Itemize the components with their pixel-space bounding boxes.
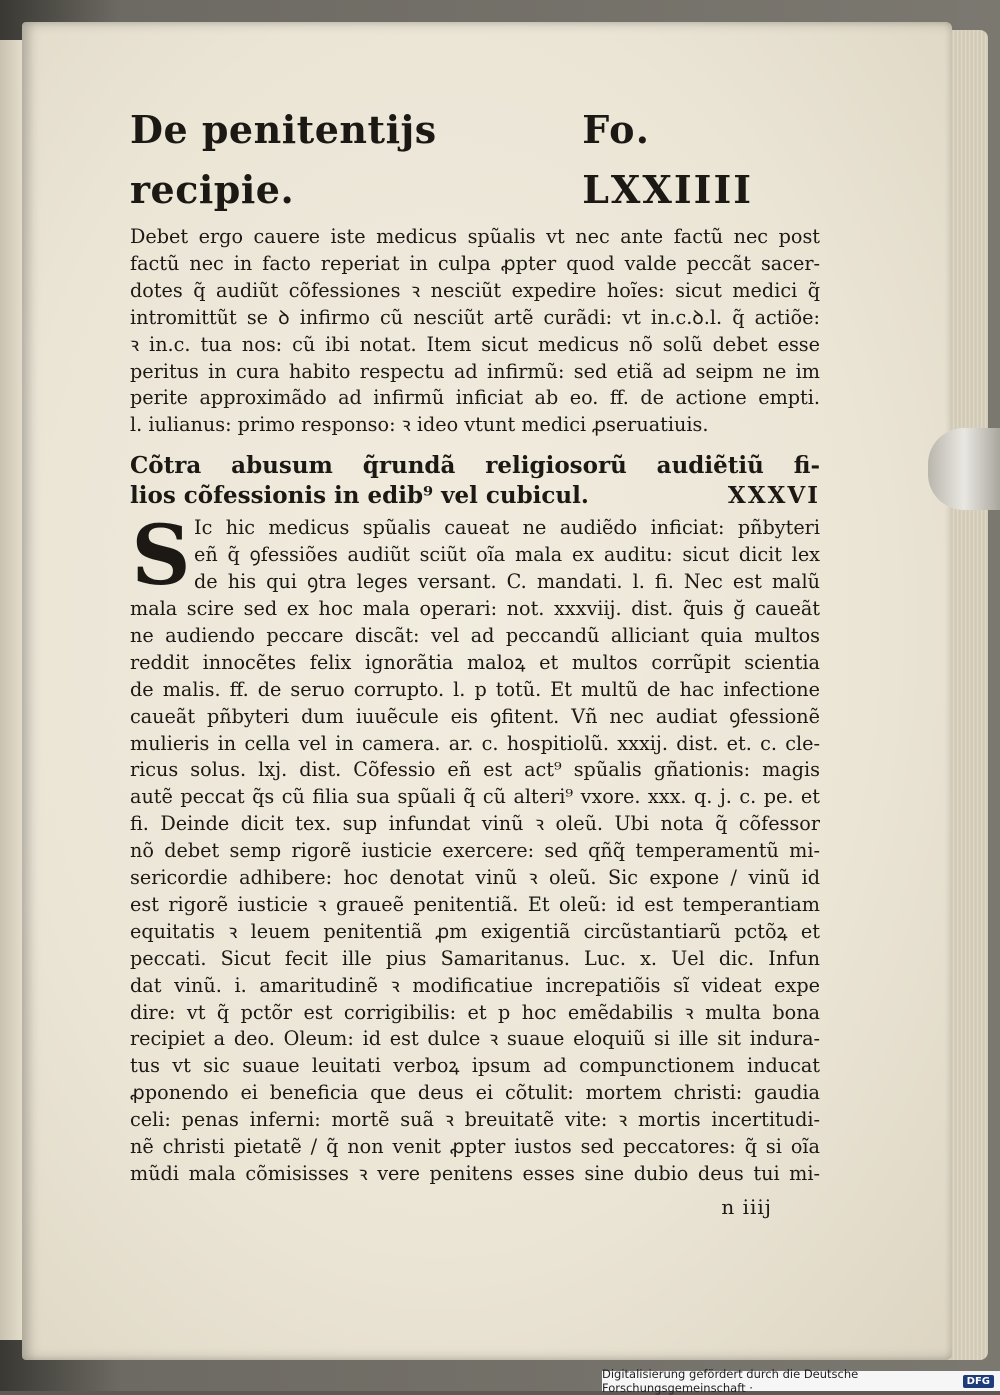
text-line: dire: vt q̃ pctõr est corrigibilis: et p hoc emẽdabilis ꝛ multa bona	[130, 1000, 820, 1024]
text-line: fi. Deinde dicit tex. sup infundat vinũ ꝛ oleũ. Ubi nota q̃ cõfessor	[130, 812, 820, 836]
metal-clasp	[928, 428, 1000, 510]
signature-mark: n iiij	[721, 1194, 772, 1219]
text-line: mulieris in cella vel in camera. ar. c. hospitiolũ. xxxij. dist. et. c. cle-	[130, 731, 820, 755]
chapter-heading	[130, 451, 820, 511]
text-line: peritus in cura habito respectu ad infirmũ: sed etiã ad seipm ne im	[130, 359, 820, 383]
text-line: tus vt sic suaue leuitati verboꝝ ipsum ad compunctionem inducat	[130, 1054, 820, 1078]
text-line: celi: penas inferni: mortẽ suã ꝛ breuitatẽ vite: ꝛ mortis incertitudi-	[130, 1108, 820, 1132]
text-line: mũdi mala cõmisisses ꝛ vere penitens esses sine dubio deus tui mi-	[130, 1162, 820, 1185]
text-line: dotes q̃ audiũt cõfessiones ꝛ nesciũt expedire hoĩes: sicut medici q̃	[130, 278, 820, 302]
text-line: peccati. Sicut fecit ille pius Samaritanus. Luc. x. Uel dic. Infun	[130, 946, 820, 970]
text-line: nõ debet semp rigorẽ iusticie exercere: sed qñq̃ temperamentũ mi-	[130, 839, 820, 863]
text-line: est rigorẽ iusticie ꝛ graueẽ penitentiã. Et oleũ: id est temperantiam	[130, 892, 820, 916]
text-line: caueãt pñbyteri dum iuuẽcule eis ꝯfitent. Vñ nec audiat ꝯfessionẽ	[130, 704, 820, 728]
text-line: Ic hic medicus spũalis caueat ne audiẽdo inficiat: pñbyteri	[194, 516, 820, 540]
text-line: nẽ christi pietatẽ / q̃ non venit ꝓpter iustos sed peccatores: q̃ si oĩa	[130, 1135, 820, 1159]
text-line: ꝛ in.c. tua nos: cũ ibi notat. Item sicut medicus nõ solũ debet esse	[130, 332, 820, 356]
running-header	[130, 100, 820, 220]
footer-credit: Digitalisierung gefördert durch die Deutsche Forschungsgemeinschaft ·	[602, 1367, 859, 1395]
text-line: sericordie adhibere: hoc denotat vinũ ꝛ oleũ. Sic expone / vinũ id	[130, 866, 820, 890]
folio-number: Fo. LXXIIII	[582, 107, 753, 212]
chapter-heading-text: lios cõfessionis in edib⁹ vel cubicul.	[130, 482, 589, 510]
paragraph-1	[130, 224, 820, 439]
running-title: De penitentijs recipie.	[130, 107, 437, 212]
text-line: ricus solus. lxj. dist. Cõfessio eñ est act⁹ spũalis gñationis: magis	[130, 758, 820, 782]
text-line: de his qui ꝯtra leges versant. C. mandati. l. fi. Nec est malũ	[194, 570, 820, 594]
text-line: l. iulianus: primo responso: ꝛ ideo vtunt medici ꝓseruatiuis.	[130, 413, 709, 437]
text-line: mala scire sed ex hoc mala operari: not. xxxviij. dist. q̃uis ğ caueãt	[130, 596, 820, 620]
text-line: reddit innocẽtes felix ignorãtia maloꝝ et multos corrũpit scientia	[130, 650, 820, 674]
text-line: dat vinũ. i. amaritudinẽ ꝛ modificatiue increpatiõis sĩ videat expe	[130, 973, 820, 997]
text-line: equitatis ꝛ leuem penitentiã ꝓm exigentiã circũstantiarũ pctõꝝ et	[130, 919, 820, 943]
text-line: autẽ peccat q̃s cũ filia sua spũali q̃ cũ alteri⁹ vxore. xxx. q. j. c. pe. et	[130, 785, 820, 809]
digitization-footer	[602, 1367, 1000, 1395]
text-line: eñ q̃ ꝯfessiões audiũt sciũt oĩa mala ex auditu: sicut dicit lex	[194, 543, 820, 567]
text-line: recipiet a deo. Oleum: id est dulce ꝛ suaue eloquiũ si ille sit indura-	[130, 1027, 820, 1051]
text-line: Debet ergo cauere iste medicus spũalis vt nec ante factũ nec post	[130, 225, 820, 248]
paragraph-2	[130, 508, 820, 1188]
chapter-heading-line: Cõtra abusum q̃rundã religiosorũ audiẽtiũ fi-	[130, 452, 820, 480]
chapter-number: XXXVI	[727, 482, 820, 510]
text-line: ꝓponendo ei beneficia que deus ei cõtulit: mortem christi: gaudia	[130, 1081, 820, 1105]
text-line: factũ nec in facto reperiat in culpa ꝓpter quod valde peccãt sacer-	[130, 251, 820, 275]
text-line: perite approximãdo ad infirmũ inficiat ab eo. ff. de actione empti.	[130, 386, 820, 410]
text-line: de malis. ff. de seruo corrupto. l. p totũ. Et multũ de hac infectione	[130, 677, 820, 701]
text-line: ne audiendo peccare discãt: vel ad peccandũ alliciant quia multos	[130, 623, 820, 647]
text-line: intromittũt se ꝺ infirmo cũ nesciũt artẽ curãdi: vt in.c.ꝺ.l. q̃ actiõe:	[130, 305, 820, 329]
decorated-initial: S	[131, 508, 191, 605]
dfg-logo: DFG	[963, 1375, 994, 1388]
chapter-heading-line	[130, 481, 820, 511]
text-block	[130, 100, 820, 1224]
